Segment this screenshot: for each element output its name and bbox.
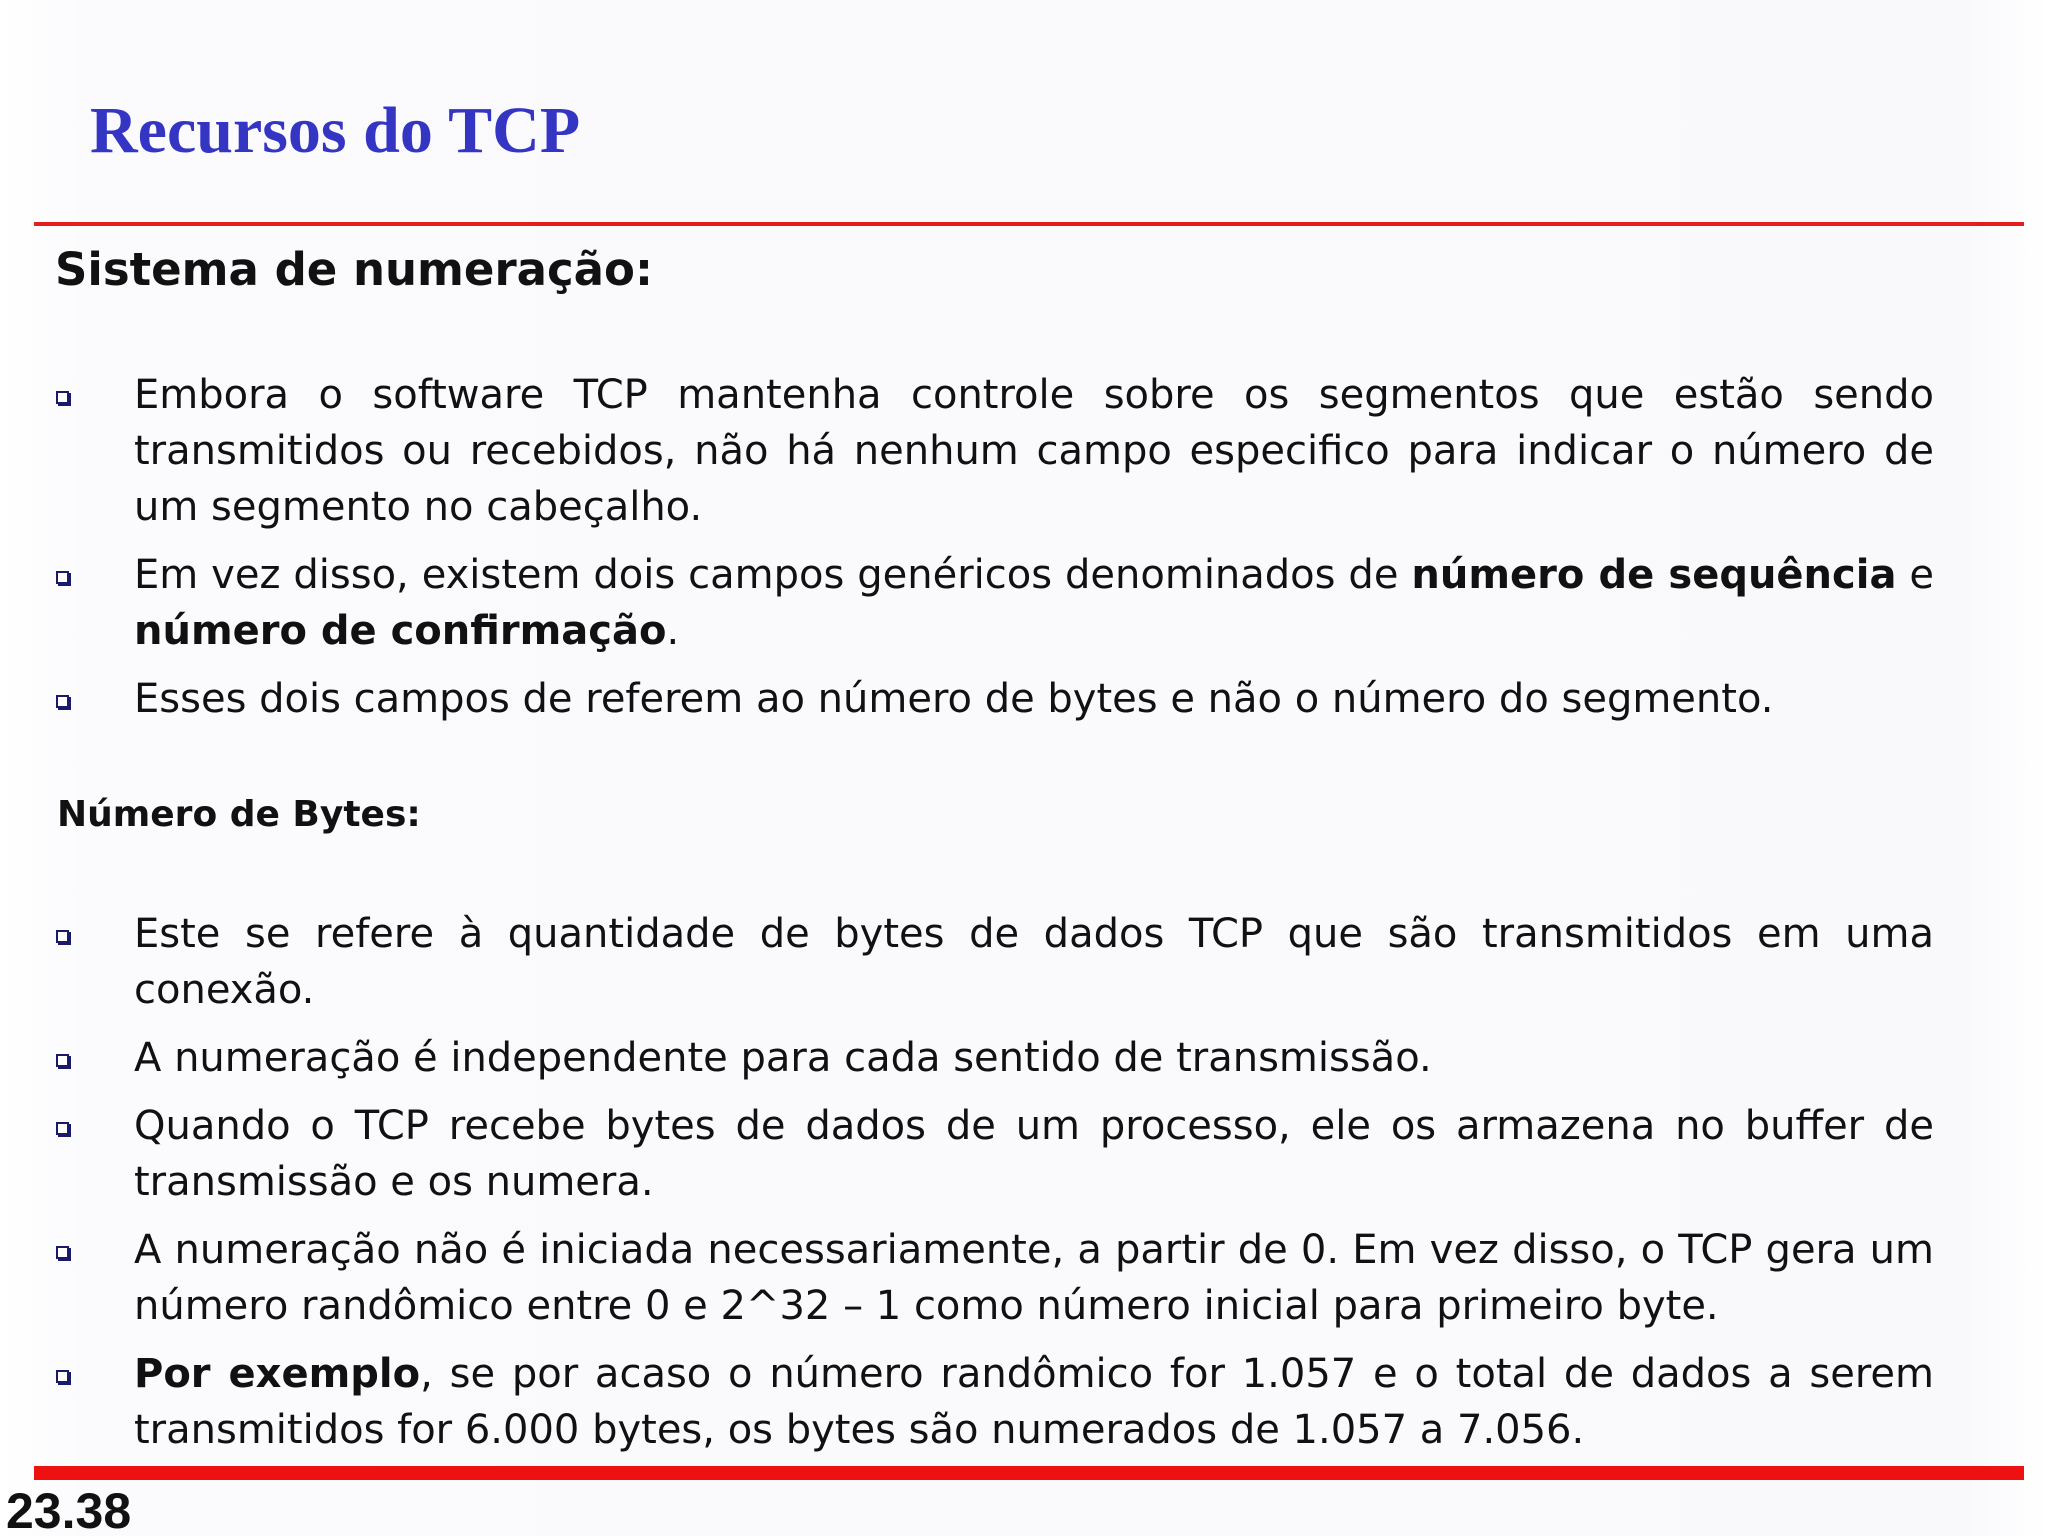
bullet-text-post: .	[666, 608, 680, 654]
bullet-icon	[56, 1054, 69, 1067]
section-heading: Sistema de numeração:	[55, 243, 653, 296]
bullet-text-mid: e	[1896, 552, 1934, 598]
bullet-text-pre: Em vez disso, existem dois campos genéricos denominados de	[134, 552, 1412, 598]
bullet-text: A numeração não é iniciada necessariamente, a partir de 0. Em vez disso, o TCP gera um número randômico entre 0 e 2^32 – 1 como número inicial para primeiro byte.	[134, 1227, 1934, 1329]
title-divider	[34, 222, 2024, 226]
bullet-icon	[56, 1246, 69, 1259]
example-label: Por exemplo	[134, 1351, 421, 1397]
bullet-text: Este se refere à quantidade de bytes de dados TCP que são transmitidos em uma conexão.	[134, 911, 1934, 1013]
bullet-icon	[56, 930, 69, 943]
bullet-icon	[56, 571, 69, 584]
bullet-icon	[56, 391, 69, 404]
bullet-text: Quando o TCP recebe bytes de dados de um processo, ele os armazena no buffer de transmissão e os numera.	[134, 1103, 1934, 1205]
list-item	[56, 906, 1934, 1018]
subsection-heading: Número de Bytes:	[57, 794, 421, 835]
list-item	[56, 367, 1934, 535]
list-item	[56, 671, 1934, 727]
bullet-icon	[56, 1122, 69, 1135]
slide-title: Recursos do TCP	[90, 94, 581, 167]
term-sequence-number: número de sequência	[1411, 552, 1897, 598]
term-ack-number: número de confirmação	[134, 608, 667, 654]
footer-divider	[34, 1466, 2024, 1480]
bullet-text: Esses dois campos de referem ao número de bytes e não o número do segmento.	[134, 676, 1774, 722]
list-item	[56, 1346, 1934, 1458]
bullet-icon	[56, 1370, 69, 1383]
page-number: 23.38	[6, 1483, 132, 1536]
bullet-text: , se por acaso o número randômico for 1.057 e o total de dados a serem transmitidos for 6.000 bytes, os bytes são numerados de 1.057 a 7.056.	[134, 1351, 1934, 1453]
list-item	[56, 1098, 1934, 1210]
bullet-text: Embora o software TCP mantenha controle sobre os segmentos que estão sendo transmitidos ou recebidos, não há nenhum campo especifico para indicar o número de um segmento no cabeçalho.	[134, 372, 1934, 530]
bullet-text: A numeração é independente para cada sentido de transmissão.	[134, 1035, 1432, 1081]
bullet-list-numbering	[56, 367, 1934, 739]
bullet-list-bytes	[56, 906, 1934, 1470]
list-item	[56, 547, 1934, 659]
bullet-icon	[56, 695, 69, 708]
list-item	[56, 1030, 1934, 1086]
list-item	[56, 1222, 1934, 1334]
